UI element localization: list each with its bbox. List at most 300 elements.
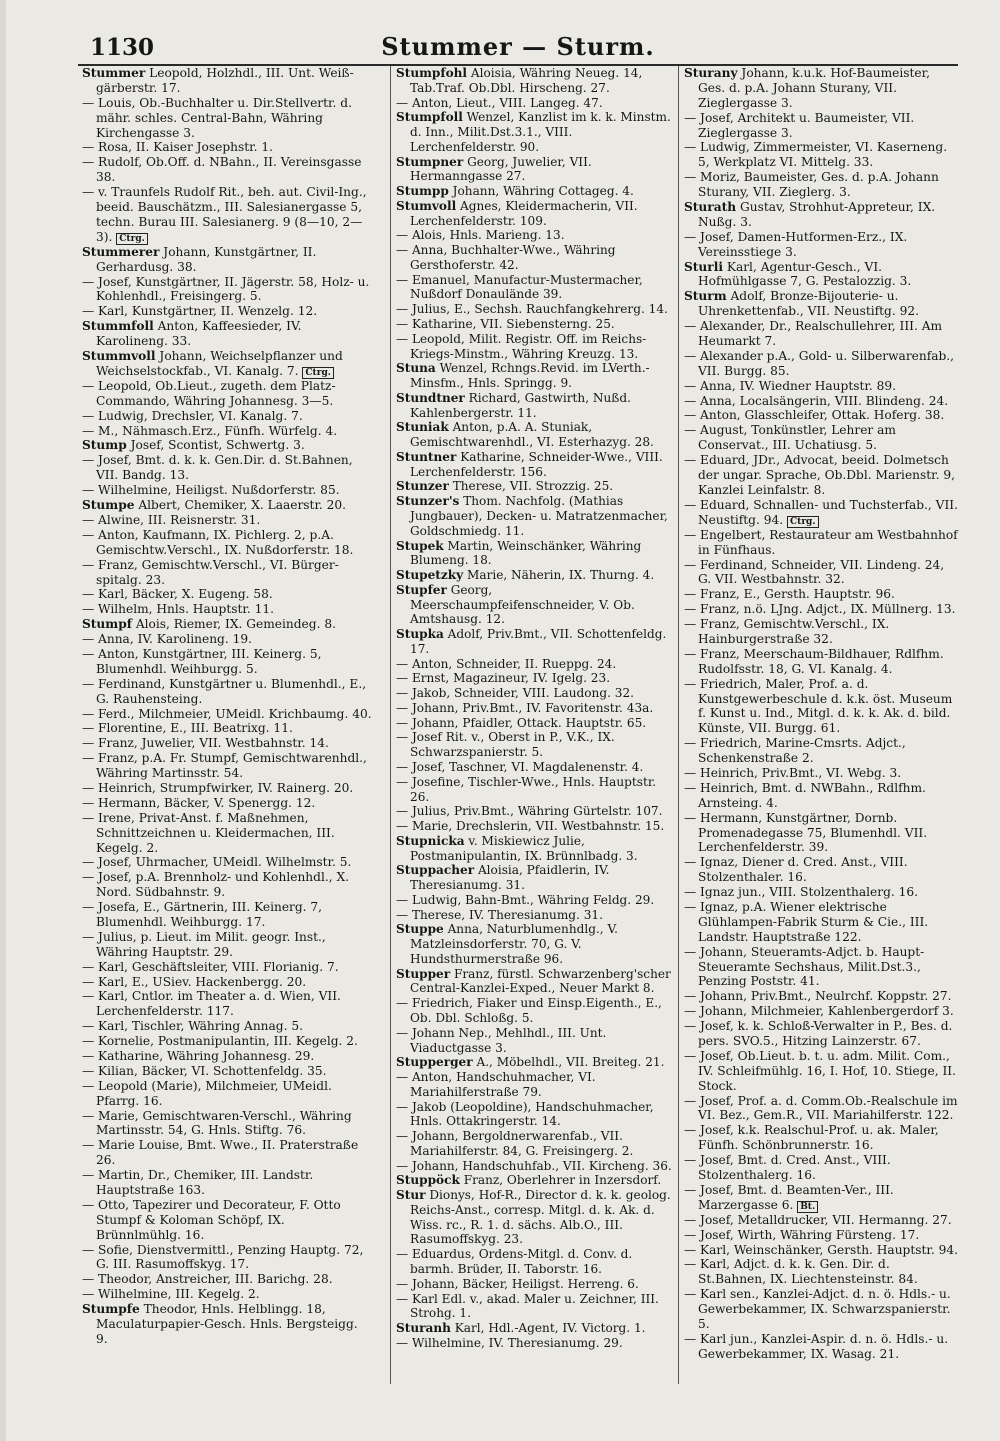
directory-entry [396, 391, 672, 421]
entry-surname: Stummfoll [82, 319, 154, 334]
directory-entry [82, 275, 372, 305]
directory-entry [684, 1213, 960, 1228]
entry-text: — Josef, Taschner, VI. Magdalenenstr. 4. [396, 759, 644, 774]
entry-text: — Josef Rit. v., Oberst in P., V.K., IX. Schwarzspanierstr. 5. [396, 730, 615, 760]
directory-entry [684, 408, 960, 423]
directory-entry [82, 781, 372, 796]
directory-entry [684, 140, 960, 170]
entry-text: — Karl, Cntlor. im Theater a. d. Wien, VII. Lerchenfelderstr. 117. [82, 989, 341, 1019]
directory-entry [82, 319, 372, 349]
entry-text: — Katharine, Währing Johannesg. 29. [82, 1049, 315, 1063]
entry-surname: Sturli [684, 259, 723, 274]
directory-entry [684, 1257, 960, 1287]
entry-text: — Alois, Hnls. Marieng. 13. [396, 228, 565, 243]
entry-text: — Eduard, Schnallen- und Tuchsterfab., VII. Neustiftg. 94. [684, 497, 958, 527]
directory-entry [82, 855, 372, 870]
directory-entry [396, 996, 672, 1026]
directory-entry [396, 332, 672, 362]
directory-entry [396, 671, 672, 686]
entry-text: — Heinrich, Strumpfwirker, IV. Rainerg. 20. [82, 780, 354, 795]
directory-entry [82, 1198, 372, 1243]
directory-entry [684, 811, 960, 856]
directory-entry [82, 707, 372, 722]
entry-text: — Franz, p.A. Fr. Stumpf, Gemischtwarenhdl., Währing Martinsstr. 54. [82, 751, 367, 781]
directory-entry [684, 1019, 960, 1049]
entry-text: — Josef, p.A. Brennholz- und Kohlenhdl., X. Nord. Südbahnstr. 9. [82, 870, 350, 900]
entry-text: — Sofie, Dienstvermittl., Penzing Hauptg. 72, G. III. Rasumoffskyg. 17. [82, 1242, 364, 1272]
directory-entry [82, 900, 372, 930]
directory-entry [684, 498, 960, 528]
directory-entry [684, 885, 960, 900]
directory-entry [396, 539, 672, 569]
entry-text: — Josef, Prof. a. d. Comm.Ob.-Realschule im VI. Bez., Gem.R., VII. Mariahilferstr. 122. [684, 1093, 958, 1123]
entry-text: — Therese, IV. Theresianumg. 31. [396, 907, 603, 922]
directory-entry [396, 775, 672, 805]
entry-surname: Stumpfohl [396, 66, 468, 80]
directory-entry [684, 1332, 960, 1362]
directory-entry [396, 184, 672, 199]
directory-entry [684, 260, 960, 290]
entry-text: — Johann, Handschuhfab., VII. Kircheng. 36. [396, 1158, 672, 1173]
entry-text: — Josef, Architekt u. Baumeister, VII. Zieglergasse 3. [684, 110, 915, 140]
directory-entry [82, 1049, 372, 1064]
directory-entry [82, 96, 372, 141]
directory-entry [684, 945, 960, 990]
entry-surname: Stunzer's [396, 494, 460, 509]
directory-entry [396, 1188, 672, 1247]
directory-entry [684, 200, 960, 230]
directory-entry [82, 409, 372, 424]
entry-surname: Sturany [684, 66, 738, 80]
directory-entry [396, 1100, 672, 1130]
directory-entry [684, 647, 960, 677]
entry-text: Anton, Kaffeesieder, IV. Karolineng. 33. [96, 319, 302, 349]
directory-entry [82, 379, 372, 409]
entry-text: — Alwine, III. Reisnerstr. 31. [82, 512, 261, 527]
entry-text: — Josef, Damen-Hutformen-Erz., IX. Vereinsstiege 3. [684, 229, 908, 259]
entry-text: — Josef, Bmt. d. Beamten-Ver., III. Marzergasse 6. [684, 1182, 894, 1212]
entry-text: Franz, Oberlehrer in Inzersdorf. [459, 1173, 662, 1188]
entry-text: — Anna, IV. Wiedner Hauptstr. 89. [684, 378, 897, 393]
entry-text: Josef, Scontist, Schwertg. 3. [126, 438, 305, 453]
directory-entry [396, 804, 672, 819]
entry-text: — Josef, Uhrmacher, UMeidl. Wilhelmstr. 5. [82, 855, 352, 870]
directory-entry [82, 587, 372, 602]
entry-surname: Stumpfe [82, 1302, 140, 1317]
entry-badge: Ctrg. [302, 367, 334, 379]
directory-entry [82, 930, 372, 960]
entry-text: Marie, Näherin, IX. Thurng. 4. [463, 568, 655, 583]
entry-text: — Wilhelm, Hnls. Hauptstr. 11. [82, 602, 275, 617]
entry-text: — Johann, Bäcker, Heiligst. Herreng. 6. [396, 1276, 639, 1291]
entry-surname: Stuppe [396, 922, 444, 937]
directory-entry [396, 1336, 672, 1351]
directory-entry [82, 960, 372, 975]
directory-entry [82, 1064, 372, 1079]
directory-entry [396, 273, 672, 303]
entry-text: Wenzel, Kanzlist im k. k. Minstm. d. Inn., Milit.Dst.3.1., VIII. Lerchenfelderstr. 90. [410, 110, 671, 154]
directory-entry [684, 781, 960, 811]
entry-surname: Stupetzky [396, 568, 464, 583]
directory-entry [82, 975, 372, 990]
entry-text: Johann, k.u.k. Hof-Baumeister, Ges. d. p.A. Johann Sturany, VII. Zieglergasse 3. [698, 66, 930, 110]
entry-text: Katharine, Schneider-Wwe., VIII. Lerchenfelderstr. 156. [410, 449, 663, 479]
directory-entry [396, 716, 672, 731]
entry-text: — August, Tonkünstler, Lehrer am Conservat., III. Uchatiusg. 5. [684, 423, 896, 453]
entry-text: Adolf, Bronze-Bijouterie- u. Uhrenkettenfab., VII. Neustiftg. 92. [698, 289, 919, 319]
entry-text: — Anton, Lieut., VIII. Langeg. 47. [396, 95, 603, 110]
entry-text: — Ferdinand, Schneider, VII. Lindeng. 24, G. VII. Westbahnstr. 32. [684, 557, 945, 587]
entry-text: — Otto, Tapezirer und Decorateur, F. Otto Stumpf & Koloman Schöpf, IX. Brünnlmühlg. 16. [82, 1197, 341, 1242]
entry-surname: Stur [396, 1188, 426, 1203]
directory-entry [82, 1302, 372, 1347]
entry-text: — Julius, E., Sechsh. Rauchfangkehrerg. 14. [396, 302, 668, 317]
directory-entry [684, 289, 960, 319]
entry-text: — Johann, Priv.Bmt., IV. Favoritenstr. 43a. [396, 700, 654, 715]
entry-surname: Stuntner [396, 449, 457, 464]
entry-text: — Irene, Privat-Anst. f. Maßnehmen, Schnittzeichnen u. Kleidermachen, III. Kegelg. 2. [82, 810, 335, 855]
entry-surname: Sturath [684, 200, 737, 215]
directory-entry [82, 647, 372, 677]
entry-surname: Stupper [396, 966, 451, 981]
directory-entry [396, 228, 672, 243]
entry-text: Johann, Kunstgärtner, II. Gerhardusg. 38. [96, 244, 317, 274]
entry-text: v. Miskiewicz Julie, Postmanipulantin, IX. Brünnlbadg. 3. [410, 833, 638, 863]
entry-text: — Eduardus, Ordens-Mitgl. d. Conv. d. barmh. Brüder, II. Taborstr. 16. [396, 1247, 633, 1277]
entry-text: — Anton, Schneider, II. Rueppg. 24. [396, 656, 617, 671]
directory-entry [396, 701, 672, 716]
entry-text: Georg, Juwelier, VII. Hermanngasse 27. [410, 154, 592, 184]
entry-text: Karl, Hdl.-Agent, IV. Victorg. 1. [450, 1321, 646, 1336]
entry-text: Aloisia, Währing Neueg. 14, Tab.Traf. Ob.Dbl. Hirscheng. 27. [410, 66, 643, 95]
entry-text: — Eduard, JDr., Advocat, beeid. Dolmetsch der ungar. Sprache, Ob.Dbl. Marienstr. 9, Kanzlei Leinfalstr. 8. [684, 453, 956, 497]
directory-entry [396, 1247, 672, 1277]
entry-text: — Anton, Kunstgärtner, III. Keinerg. 5, Blumenhdl. Weihburgg. 5. [82, 646, 322, 676]
entry-text: — Ignaz, p.A. Wiener elektrische Glühlampen-Fabrik Sturm & Cie., III. Landstr. Hauptstraße 122. [684, 899, 929, 944]
directory-entry [684, 1049, 960, 1094]
directory-entry [396, 479, 672, 494]
directory-entry [82, 1138, 372, 1168]
entry-surname: Stupnicka [396, 833, 465, 848]
directory-entry [396, 568, 672, 583]
directory-entry [684, 1287, 960, 1332]
entry-text: Richard, Gastwirth, Nußd. Kahlenbergerstr. 11. [410, 390, 631, 420]
entry-text: — M., Nähmasch.Erz., Fünfh. Würfelg. 4. [82, 423, 338, 438]
entry-text: — Engelbert, Restaurateur am Westbahnhof in Fünfhaus. [684, 527, 958, 557]
directory-entry [396, 302, 672, 317]
directory-entry [82, 617, 372, 632]
directory-entry [684, 170, 960, 200]
entry-badge: Bt. [797, 1201, 818, 1213]
directory-entry [396, 1026, 672, 1056]
directory-entry [82, 349, 372, 379]
entry-text: — Karl jun., Kanzlei-Aspir. d. n. ö. Hdls.- u. Gewerbekammer, IX. Wasag. 21. [684, 1331, 949, 1361]
directory-entry [684, 528, 960, 558]
directory-entry [82, 1272, 372, 1287]
entry-text: — Franz, n.ö. LJng. Adjct., IX. Müllnerg. 13. [684, 602, 956, 617]
directory-entry [396, 361, 672, 391]
directory-entry [396, 1055, 672, 1070]
directory-entry [396, 893, 672, 908]
directory-entry [82, 1243, 372, 1273]
entry-text: — Martin, Dr., Chemiker, III. Landstr. Hauptstraße 163. [82, 1168, 314, 1198]
page-header [78, 26, 958, 66]
directory-entry [82, 796, 372, 811]
entry-text: — Friedrich, Maler, Prof. a. d. Kunstgewerbeschule d. k.k. öst. Museum f. Kunst u. Ind., Mitgl. d. k. k. Ak. d. bild. Künste, VII. Burgg. 61. [684, 676, 953, 736]
entry-surname: Stummvoll [82, 349, 156, 364]
entry-text: — Ernst, Magazineur, IV. Igelg. 23. [396, 671, 611, 686]
directory-entry [82, 989, 372, 1019]
entry-text: — v. Traunfels Rudolf Rit., beh. aut. Civil-Ing., beeid. Bauschätzm., III. Salesianergasse 5, techn. Burau III. Salesianerg. 9 (8—10, 2—3). [82, 185, 367, 244]
entry-text: — Leopold (Marie), Milchmeier, UMeidl. Pfarrg. 16. [82, 1078, 332, 1108]
directory-entry [396, 96, 672, 111]
entry-text: — Marie, Gemischtwaren-Verschl., Währing Martinsstr. 54, G. Hnls. Stiftg. 76. [82, 1108, 352, 1138]
directory-entry [82, 245, 372, 275]
directory-entry [82, 558, 372, 588]
directory-entry [82, 140, 372, 155]
entry-text: Therese, VII. Strozzig. 25. [448, 479, 614, 494]
entry-text: — Ludwig, Drechsler, VI. Kanalg. 7. [82, 408, 303, 423]
directory-entry [82, 424, 372, 439]
column-1 [82, 66, 372, 1384]
directory-entry [82, 66, 372, 96]
entry-text: — Florentine, E., III. Beatrixg. 11. [82, 721, 293, 736]
entry-badge: Ctrg. [116, 233, 148, 245]
directory-entry [396, 494, 672, 538]
entry-text: — Ignaz, Diener d. Cred. Anst., VIII. Stolzenthaler. 16. [684, 855, 908, 885]
entry-surname: Stupfer [396, 582, 447, 597]
entry-text: — Louis, Ob.-Buchhalter u. Dir.Stellvertr. d. mähr. schles. Central-Bahn, Währing Kirchengasse 3. [82, 95, 352, 140]
entry-surname: Sturm [684, 289, 727, 304]
entry-text: — Friedrich, Marine-Cmsrts. Adjct., Schenkenstraße 2. [684, 736, 906, 766]
directory-entry [82, 483, 372, 498]
directory-entry [684, 66, 960, 111]
entry-text: — Johann, Milchmeier, Kahlenbergerdorf 3. [684, 1004, 954, 1019]
entry-text: — Anna, Buchhalter-Wwe., Währing Gersthoferstr. 42. [396, 243, 616, 272]
entry-surname: Stumpe [82, 498, 135, 513]
entry-text: — Josefine, Tischler-Wwe., Hnls. Hauptstr. 26. [396, 774, 657, 804]
directory-entry [396, 1129, 672, 1159]
entry-text: — Josefa, E., Gärtnerin, III. Keinerg. 7, Blumenhdl. Weihburgg. 17. [82, 900, 323, 929]
entry-text: Dionys, Hof-R., Director d. k. k. geolog. Reichs-Anst., corresp. Mitgl. d. k. Ak. d. Wiss. rc., R. 1. d. sächs. Alb.O., III. Rasumoffskyg. 23. [410, 1188, 671, 1247]
entry-text: Leopold, Holzhdl., III. Unt. Weiß-gärberstr. 17. [96, 66, 354, 95]
column-2 [390, 66, 672, 1384]
entry-surname: Stumpf [82, 617, 132, 632]
directory-entry [82, 751, 372, 781]
directory-entry [82, 453, 372, 483]
entry-text: — Karl, Kunstgärtner, II. Wenzelg. 12. [82, 304, 318, 319]
directory-entry [396, 66, 672, 96]
entry-text: — Wilhelmine, III. Kegelg. 2. [82, 1287, 260, 1302]
entry-text: — Ferd., Milchmeier, UMeidl. Krichbaumg. 40. [82, 706, 372, 721]
entry-text: — Emanuel, Manufactur-Mustermacher, Nußdorf Donaulände 39. [396, 272, 643, 302]
entry-text: — Hermann, Bäcker, V. Spenergg. 12. [82, 795, 316, 810]
entry-text: — Kornelie, Postmanipulantin, III. Kegelg. 2. [82, 1034, 358, 1049]
entry-surname: Stuppöck [396, 1173, 460, 1188]
entry-text: Anton, p.A. A. Stuniak, Gemischtwarenhdl., VI. Esterhazyg. 28. [410, 420, 654, 450]
directory-entry [684, 1228, 960, 1243]
directory-entry [396, 627, 672, 657]
entry-text: — Anna, Localsängerin, VIII. Blindeng. 24. [684, 393, 949, 408]
directory-entry [684, 558, 960, 588]
entry-text: — Heinrich, Priv.Bmt., VI. Webg. 3. [684, 765, 902, 780]
entry-text: — Wilhelmine, IV. Theresianumg. 29. [396, 1335, 623, 1350]
directory-entry [396, 199, 672, 229]
entry-surname: Stuna [396, 361, 436, 376]
entry-text: Agnes, Kleidermacherin, VII. Lerchenfelderstr. 109. [410, 198, 638, 228]
running-title: Stummer — Sturm. [381, 32, 655, 61]
entry-text: Martin, Weinschänker, Währing Blumeng. 18. [410, 538, 642, 568]
entry-text: — Leopold, Ob.Lieut., zugeth. dem Platz-Commando, Währing Johannesg. 3—5. [82, 378, 336, 408]
directory-entry [396, 1277, 672, 1292]
directory-entry [396, 1070, 672, 1100]
entry-text: — Ferdinand, Kunstgärtner u. Blumenhdl., E., G. Rauhensteing. [82, 676, 367, 706]
entry-text: — Franz, E., Gersth. Hauptstr. 96. [684, 587, 895, 602]
directory-entry [396, 863, 672, 893]
directory-entry [396, 967, 672, 997]
directory-entry [684, 111, 960, 141]
entry-text: — Johann, Pfaidler, Ottack. Hauptstr. 65. [396, 715, 647, 730]
entry-text: — Franz, Gemischtw.Verschl., VI. Bürger-spitalg. 23. [82, 557, 339, 587]
directory-entry [82, 513, 372, 528]
entry-text: — Josef, k.k. Realschul-Prof. u. ak. Maler, Fünfh. Schönbrunnerstr. 16. [684, 1123, 939, 1153]
entry-surname: Stunzer [396, 479, 449, 494]
entry-text: — Josef, Bmt. d. Cred. Anst., VIII. Stolzenthalerg. 16. [684, 1153, 891, 1183]
column-3 [678, 66, 960, 1384]
entry-text: Adolf, Priv.Bmt., VII. Schottenfeldg. 17. [410, 627, 667, 656]
entry-badge: Ctrg. [787, 516, 819, 528]
directory-entry [82, 438, 372, 453]
directory-entry [684, 379, 960, 394]
entry-text: — Alexander p.A., Gold- u. Silberwarenfab., VII. Burgg. 85. [684, 348, 955, 378]
entry-text: — Karl sen., Kanzlei-Adjct. d. n. ö. Hdls.- u. Gewerbekammer, IX. Schwarzspanierstr. 5. [684, 1287, 951, 1332]
entry-text: — Ludwig, Bahn-Bmt., Währing Feldg. 29. [396, 892, 655, 907]
directory-entry [82, 632, 372, 647]
directory-entry [396, 908, 672, 923]
entry-text: — Josef, Bmt. d. k. k. Gen.Dir. d. St.Bahnen, VII. Bandg. 13. [82, 453, 353, 483]
entry-text: — Friedrich, Fiaker und Einsp.Eigenth., E., Ob. Dbl. Schloßg. 5. [396, 996, 662, 1025]
entry-text: Georg, Meerschaumpfeifenschneider, V. Ob. Amtshausg. 12. [410, 582, 635, 627]
directory-entry [684, 900, 960, 945]
entry-text: Anna, Naturblumenhdlg., V. Matzleinsdorferstr. 70, G. V. Hundsthurmerstraße 96. [410, 922, 618, 966]
directory-entry [684, 766, 960, 781]
entry-text: — Josef, Kunstgärtner, II. Jägerstr. 58, Holz- u. Kohlenhdl., Freisingerg. 5. [82, 274, 370, 304]
directory-entry [82, 811, 372, 856]
entry-surname: Stundtner [396, 390, 465, 405]
entry-text: — Hermann, Kunstgärtner, Dornb. Promenadegasse 75, Blumenhdl. VII. Lerchenfelderstr. 39. [684, 810, 928, 855]
entry-text: — Anna, IV. Karolineng. 19. [82, 632, 252, 647]
entry-text: — Franz, Juwelier, VII. Westbahnstr. 14. [82, 736, 329, 751]
entry-surname: Sturanh [396, 1321, 451, 1336]
entry-text: — Josef, k. k. Schloß-Verwalter in P., Bes. d. pers. SVO.5., Hitzing Lainzerstr. 67. [684, 1019, 953, 1048]
entry-text: Alois, Riemer, IX. Gemeindeg. 8. [131, 617, 336, 632]
directory-entry [82, 677, 372, 707]
directory-entry [396, 922, 672, 966]
entry-text: — Karl, Geschäftsleiter, VIII. Florianig. 7. [82, 959, 339, 974]
directory-entry [684, 1243, 960, 1258]
directory-entry [82, 602, 372, 617]
entry-surname: Stump [82, 438, 127, 453]
directory-entry [684, 1123, 960, 1153]
entry-surname: Stupek [396, 538, 444, 553]
directory-entry [396, 420, 672, 450]
entry-text: Franz, fürstl. Schwarzenberg'scher Central-Kanzlei-Exped., Neuer Markt 8. [410, 966, 671, 996]
entry-text: — Katharine, VII. Siebensterng. 25. [396, 317, 615, 332]
directory-entry [396, 686, 672, 701]
entry-text: Albert, Chemiker, X. Laaerstr. 20. [134, 498, 347, 513]
directory-entry [82, 528, 372, 558]
entry-text: — Theodor, Anstreicher, III. Barichg. 28. [82, 1272, 333, 1287]
directory-entry [396, 450, 672, 480]
directory-entry [684, 1183, 960, 1213]
entry-text: — Anton, Kaufmann, IX. Pichlerg. 2, p.A. Gemischtw.Verschl., IX. Nußdorferstr. 18. [82, 527, 354, 557]
directory-entry [82, 1079, 372, 1109]
directory-entry [396, 730, 672, 760]
entry-text: — Ignaz jun., VIII. Stolzenthalerg. 16. [684, 885, 919, 900]
directory-entry [684, 677, 960, 737]
entry-text: — Josef, Ob.Lieut. b. t. u. adm. Milit. Com., IV. Schleifmühlg. 16, I. Hof, 10. Stiege, II. Stock. [684, 1048, 956, 1093]
directory-entry [684, 587, 960, 602]
entry-text: — Johann, Priv.Bmt., Neulrchf. Koppstr. 27. [684, 989, 952, 1004]
entry-surname: Stumvoll [396, 198, 457, 213]
page-edge-shadow [0, 0, 6, 1441]
directory-entry [684, 602, 960, 617]
entry-text: Thom. Nachfolg. (Mathias Jungbauer), Decken- u. Matratzenmacher, Goldschmiedg. 11. [410, 494, 668, 538]
entry-text: — Franz, Meerschaum-Bildhauer, Rdlfhm. Rudolfsstr. 18, G. VI. Kanalg. 4. [684, 646, 944, 676]
directory-entry [82, 736, 372, 751]
entry-text: — Alexander, Dr., Realschullehrer, III. Am Heumarkt 7. [684, 319, 943, 349]
entry-text: A., Möbelhdl., VII. Breiteg. 21. [472, 1055, 665, 1070]
entry-text: — Julius, p. Lieut. im Milit. geogr. Inst., Währing Hauptstr. 29. [82, 929, 326, 959]
entry-surname: Stumpp [396, 184, 449, 199]
entry-text: — Franz, Gemischtw.Verschl., IX. Hainburgerstraße 32. [684, 617, 890, 646]
entry-text: — Kilian, Bäcker, VI. Schottenfeldg. 35. [82, 1063, 327, 1078]
entry-text: Gustav, Strohhut-Appreteur, IX. Nußg. 3. [698, 200, 936, 229]
entry-text: — Karl, Tischler, Währing Annag. 5. [82, 1019, 303, 1034]
directory-entry [684, 736, 960, 766]
directory-entry [396, 1292, 672, 1322]
directory-entry [82, 155, 372, 185]
entry-text: — Rudolf, Ob.Off. d. NBahn., II. Vereinsgasse 38. [82, 155, 362, 185]
directory-entry [82, 1168, 372, 1198]
entry-text: — Anton, Handschuhmacher, VI. Mariahilferstraße 79. [396, 1070, 596, 1099]
entry-surname: Stuniak [396, 420, 449, 435]
directory-entry [82, 721, 372, 736]
entry-text: Aloisia, Pfaidlerin, IV. Theresianumg. 31. [410, 863, 610, 893]
page-number: 1130 [90, 34, 155, 61]
entry-surname: Stummer [82, 66, 146, 80]
directory-entry [82, 304, 372, 319]
entry-text: — Josef, Metalldrucker, VII. Hermanng. 27. [684, 1212, 952, 1227]
directory-entry [82, 1109, 372, 1139]
entry-text: — Johann Nep., Mehlhdl., III. Unt. Viaductgasse 3. [396, 1025, 607, 1055]
directory-entry [684, 1094, 960, 1124]
directory-entry [82, 1034, 372, 1049]
directory-entry [684, 423, 960, 453]
directory-entry [684, 319, 960, 349]
entry-text: — Marie, Drechslerin, VII. Westbahnstr. 15. [396, 819, 665, 834]
directory-entry [396, 1321, 672, 1336]
entry-text: — Johann, Steueramts-Adjct. b. Haupt-Steueramte Sechshaus, Milit.Dst.3., Penzing Poststr. 41. [684, 944, 925, 989]
directory-entry [684, 1004, 960, 1019]
directory-entry [684, 349, 960, 379]
entry-text: — Josef, Wirth, Währing Fürsteng. 17. [684, 1227, 920, 1242]
entry-text: — Marie Louise, Bmt. Wwe., II. Praterstraße 26. [82, 1138, 359, 1168]
entry-text: Johann, Währing Cottageg. 4. [448, 184, 634, 199]
entry-surname: Stumpfoll [396, 110, 463, 125]
directory-entry [684, 855, 960, 885]
directory-entry [396, 760, 672, 775]
